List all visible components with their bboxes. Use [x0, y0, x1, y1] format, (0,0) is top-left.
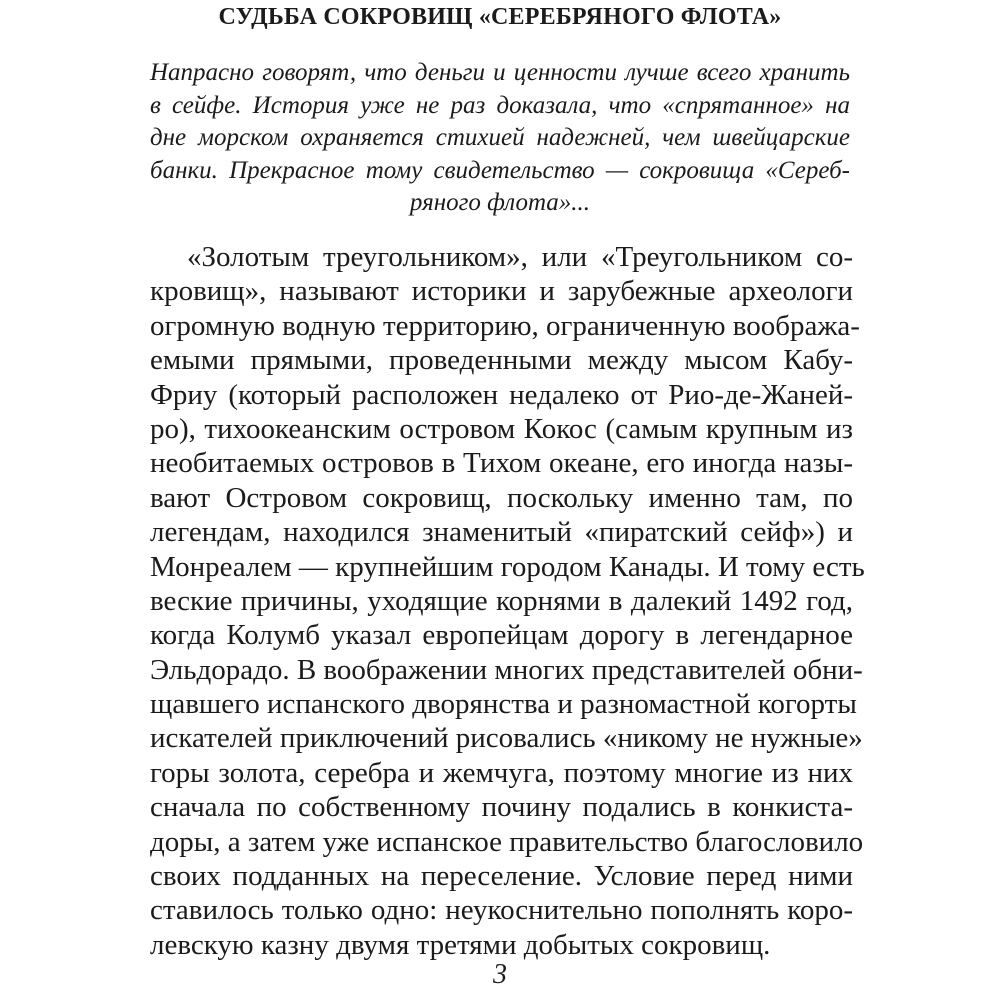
body-line: левскую казну двумя третями добытых сокровищ. — [150, 928, 771, 961]
epigraph-line: банки. Прекрасное тому свидетельство — сокровища «Сереб- — [150, 156, 850, 184]
body-line: горы золота, серебра и жемчуга, поэтому многие из них — [150, 756, 853, 789]
body-line: сначала по собственному почину подались в конкиста- — [150, 791, 853, 824]
body-line: Монреалем — крупнейшим городом Канады. И тому есть — [150, 550, 865, 583]
epigraph-line: ряного флота»... — [409, 189, 591, 216]
epigraph-line: дне морском охраняется стихией надежней, чем швейцарские — [150, 124, 850, 151]
body-line: ставилось только одно: неукоснительно пополнять коро- — [150, 894, 853, 927]
page-number: 3 — [493, 959, 507, 990]
body-line: ро), тихоокеанским островом Кокос (самым крупным из — [150, 412, 853, 445]
body-line: щавшего испанского дворянства и разномастной когорты — [150, 688, 857, 721]
body-line: искателей приключений рисовались «никому не нужные» — [150, 722, 863, 755]
body-line: Фриу (который расположен недалеко от Рио-де-Жаней- — [150, 378, 853, 411]
body-line: веские причины, уходящие корнями в далекий 1492 год, — [150, 584, 853, 617]
body-line: необитаемых островов в Тихом океане, его иногда назы- — [150, 447, 853, 480]
body-line: доры, а затем уже испанское правительство благословило — [150, 825, 864, 858]
body-line: Эльдорадо. В воображении многих представителей обни- — [150, 653, 863, 686]
body-line: «Золотым треугольником», или «Треугольником со- — [187, 241, 853, 273]
body-paragraph — [150, 240, 865, 962]
body-line: кровищ», называют историки и зарубежные археологи — [150, 275, 853, 308]
epigraph — [150, 57, 850, 220]
body-line: емыми прямыми, проведенными между мысом Кабу- — [150, 344, 853, 377]
body-line: вают Островом сокровищ, поскольку именно там, по — [150, 481, 853, 514]
body-line: легендам, находился знаменитый «пиратский сейф») и — [150, 516, 853, 549]
body-line: огромную водную территорию, ограниченную вообража- — [150, 309, 860, 342]
chapter-title: СУДЬБА СОКРОВИЩ «СЕРЕБРЯНОГО ФЛОТА» — [218, 4, 782, 30]
body-line: своих подданных на переселение. Условие перед ними — [150, 860, 853, 893]
epigraph-line: в сейфе. История уже не раз доказала, что «спрятанное» на — [150, 91, 850, 119]
body-line: когда Колумб указал европейцам дорогу в легендарное — [150, 619, 853, 652]
epigraph-line: Напрасно говорят, что деньги и ценности лучше всего хранить — [150, 59, 850, 86]
